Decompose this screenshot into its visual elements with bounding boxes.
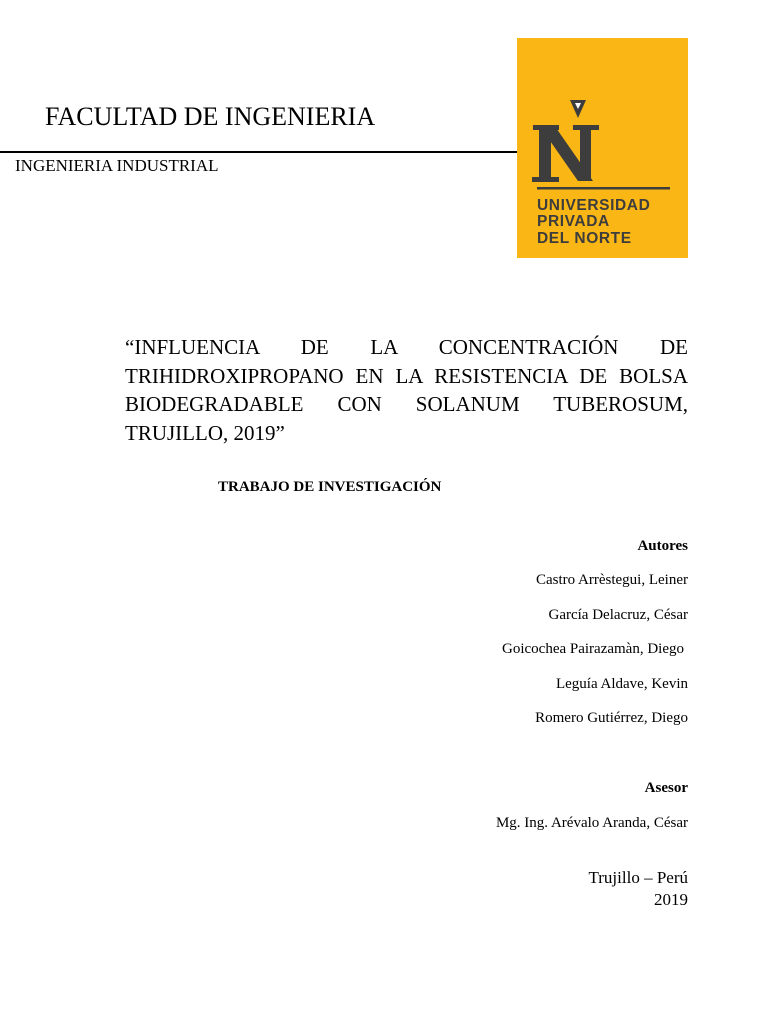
faculty-title: FACULTAD DE INGENIERIA — [45, 102, 376, 131]
advisor-label: Asesor — [644, 780, 688, 796]
logo-line-3: DEL NORTE — [537, 230, 632, 247]
header-rule — [0, 151, 517, 153]
advisor-name: Mg. Ing. Arévalo Aranda, César — [495, 815, 688, 831]
author-name: Castro Arrèstegui, Leiner — [535, 572, 688, 588]
authors-label: Autores — [637, 538, 688, 554]
thesis-title: “INFLUENCIA DE LA CONCENTRACIÓN DE TRIHIDROXIPROPANO EN LA RESISTENCIA DE BOLSA BIODEGRADABLE CON SOLANUM TUBEROSUM, TRUJILLO, 2019” — [125, 335, 688, 445]
author-name: Leguía Aldave, Kevin — [555, 675, 688, 692]
logo-line-1: UNIVERSIDAD — [537, 197, 651, 214]
authors-list — [502, 563, 688, 736]
work-type: TRABAJO DE INVESTIGACIÓN — [218, 479, 442, 495]
logo-line-2: PRIVADA — [537, 213, 610, 230]
program-name: INGENIERIA INDUSTRIAL — [15, 156, 219, 175]
author-name: García Delacruz, César — [548, 606, 688, 623]
year: 2019 — [654, 890, 688, 909]
author-name: Romero Gutiérrez, Diego — [535, 710, 688, 726]
author-name: Goicochea Pairazamàn, Diego — [502, 641, 684, 657]
university-logo — [517, 38, 688, 258]
city-country: Trujillo – Perú — [588, 868, 688, 887]
logo-divider — [537, 187, 670, 190]
